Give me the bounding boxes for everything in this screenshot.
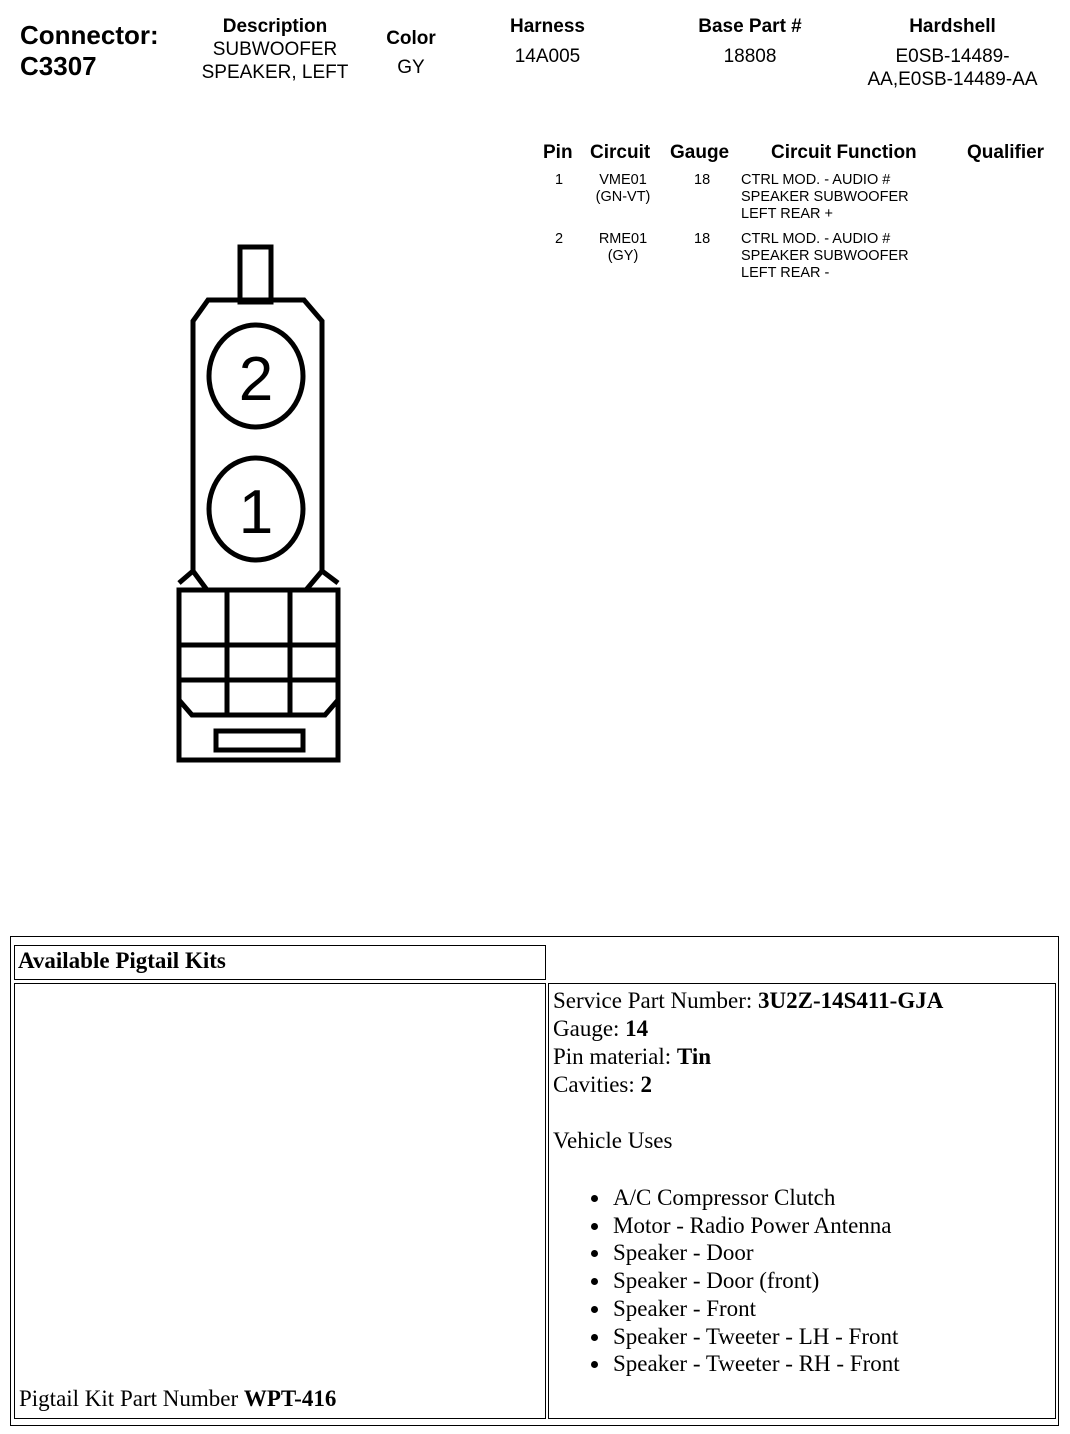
function-line: LEFT REAR - <box>741 265 830 281</box>
pigtail-empty-header-cell <box>548 945 1056 980</box>
list-item: A/C Compressor Clutch <box>553 1184 943 1212</box>
base-part-column <box>680 15 820 68</box>
pin-material-value: Tin <box>676 1044 712 1069</box>
function-line: SPEAKER SUBWOOFER <box>741 248 909 264</box>
pin-material-label: Pin material: <box>553 1044 677 1069</box>
description-column <box>180 15 370 84</box>
connector-label: Connector: <box>20 20 159 50</box>
circuit-header: Circuit <box>590 142 651 163</box>
gauge-cell: 18 <box>694 231 711 247</box>
pin-header: Pin <box>543 142 573 163</box>
pin-material-line <box>553 1043 943 1071</box>
service-part-label: Service Part Number: <box>553 988 759 1013</box>
pigtail-details-cell <box>548 983 1056 1419</box>
circuit-color: (GN-VT) <box>595 189 651 205</box>
cavity-1-label: 1 <box>238 478 274 547</box>
gauge-line <box>553 1015 943 1043</box>
kit-part-label: Pigtail Kit Part Number <box>19 1386 244 1411</box>
qualifier-header: Qualifier <box>967 142 1045 163</box>
circuit-function-cell <box>741 231 909 282</box>
function-line: SPEAKER SUBWOOFER <box>741 189 909 205</box>
pin-number: 2 <box>555 231 564 247</box>
kit-part-value: WPT-416 <box>243 1386 337 1411</box>
latch-tab <box>240 247 271 302</box>
pigtail-title-cell <box>14 945 546 980</box>
cavities-line <box>553 1071 943 1099</box>
circuit-function-cell <box>741 172 909 223</box>
hardshell-line: AA,E0SB-14489-AA <box>867 69 1038 90</box>
description-line: SUBWOOFER <box>212 39 338 60</box>
base-slot <box>216 731 303 750</box>
list-item: Speaker - Door <box>553 1239 943 1267</box>
service-part-value: 3U2Z-14S411-GJA <box>758 988 944 1013</box>
list-item: Speaker - Door (front) <box>553 1267 943 1295</box>
color-value: GY <box>397 57 425 78</box>
gauge-header: Gauge <box>670 142 730 163</box>
cavities-value: 2 <box>640 1072 653 1097</box>
hardshell-header: Hardshell <box>909 16 996 37</box>
service-part-number <box>553 987 943 1015</box>
harness-column <box>490 15 605 68</box>
circuit-color: (GY) <box>607 248 639 264</box>
cavities-label: Cavities: <box>553 1072 641 1097</box>
base-part-header: Base Part # <box>698 16 802 37</box>
circuit-code: RME01 <box>598 231 648 247</box>
list-item: Motor - Radio Power Antenna <box>553 1212 943 1240</box>
hardshell-line: E0SB-14489- <box>895 46 1010 67</box>
table-row <box>538 172 1058 228</box>
harness-header: Harness <box>510 16 585 37</box>
description-header: Description <box>222 16 328 37</box>
hardshell-column <box>850 15 1055 91</box>
gauge-label: Gauge: <box>553 1016 626 1041</box>
base-part-value: 18808 <box>723 46 777 67</box>
color-header: Color <box>386 28 436 49</box>
pigtail-kit-part-number <box>19 1385 336 1413</box>
base-chamfer-right <box>322 571 338 583</box>
vehicle-uses-list <box>553 1184 943 1378</box>
gauge-cell: 18 <box>694 172 711 188</box>
function-line: CTRL MOD. - AUDIO # <box>741 172 891 188</box>
color-column <box>370 27 452 79</box>
description-line: SPEAKER, LEFT <box>201 62 349 83</box>
connector-face-diagram <box>160 235 360 775</box>
table-row <box>538 231 1058 287</box>
list-item: Speaker - Tweeter - RH - Front <box>553 1350 943 1378</box>
list-item: Speaker - Front <box>553 1295 943 1323</box>
function-line: CTRL MOD. - AUDIO # <box>741 231 891 247</box>
pigtail-title: Available Pigtail Kits <box>18 948 226 973</box>
circuit-function-header: Circuit Function <box>771 142 917 163</box>
connector-title <box>20 20 159 82</box>
pigtail-kit-cell <box>14 983 546 1419</box>
circuit-cell <box>588 172 658 206</box>
base-divider <box>179 700 338 715</box>
base-chamfer-left <box>179 571 193 583</box>
connector-id: C3307 <box>20 51 97 81</box>
harness-value: 14A005 <box>514 46 581 67</box>
pin-number: 1 <box>555 172 564 188</box>
circuit-code: VME01 <box>599 172 647 188</box>
gauge-value: 14 <box>625 1016 649 1041</box>
function-line: LEFT REAR + <box>741 206 833 222</box>
vehicle-uses-label: Vehicle Uses <box>553 1128 673 1153</box>
cavity-2-label: 2 <box>238 345 274 414</box>
list-item: Speaker - Tweeter - LH - Front <box>553 1323 943 1351</box>
pigtail-details <box>553 987 943 1378</box>
circuit-cell <box>588 231 658 265</box>
connector-base <box>179 590 338 760</box>
